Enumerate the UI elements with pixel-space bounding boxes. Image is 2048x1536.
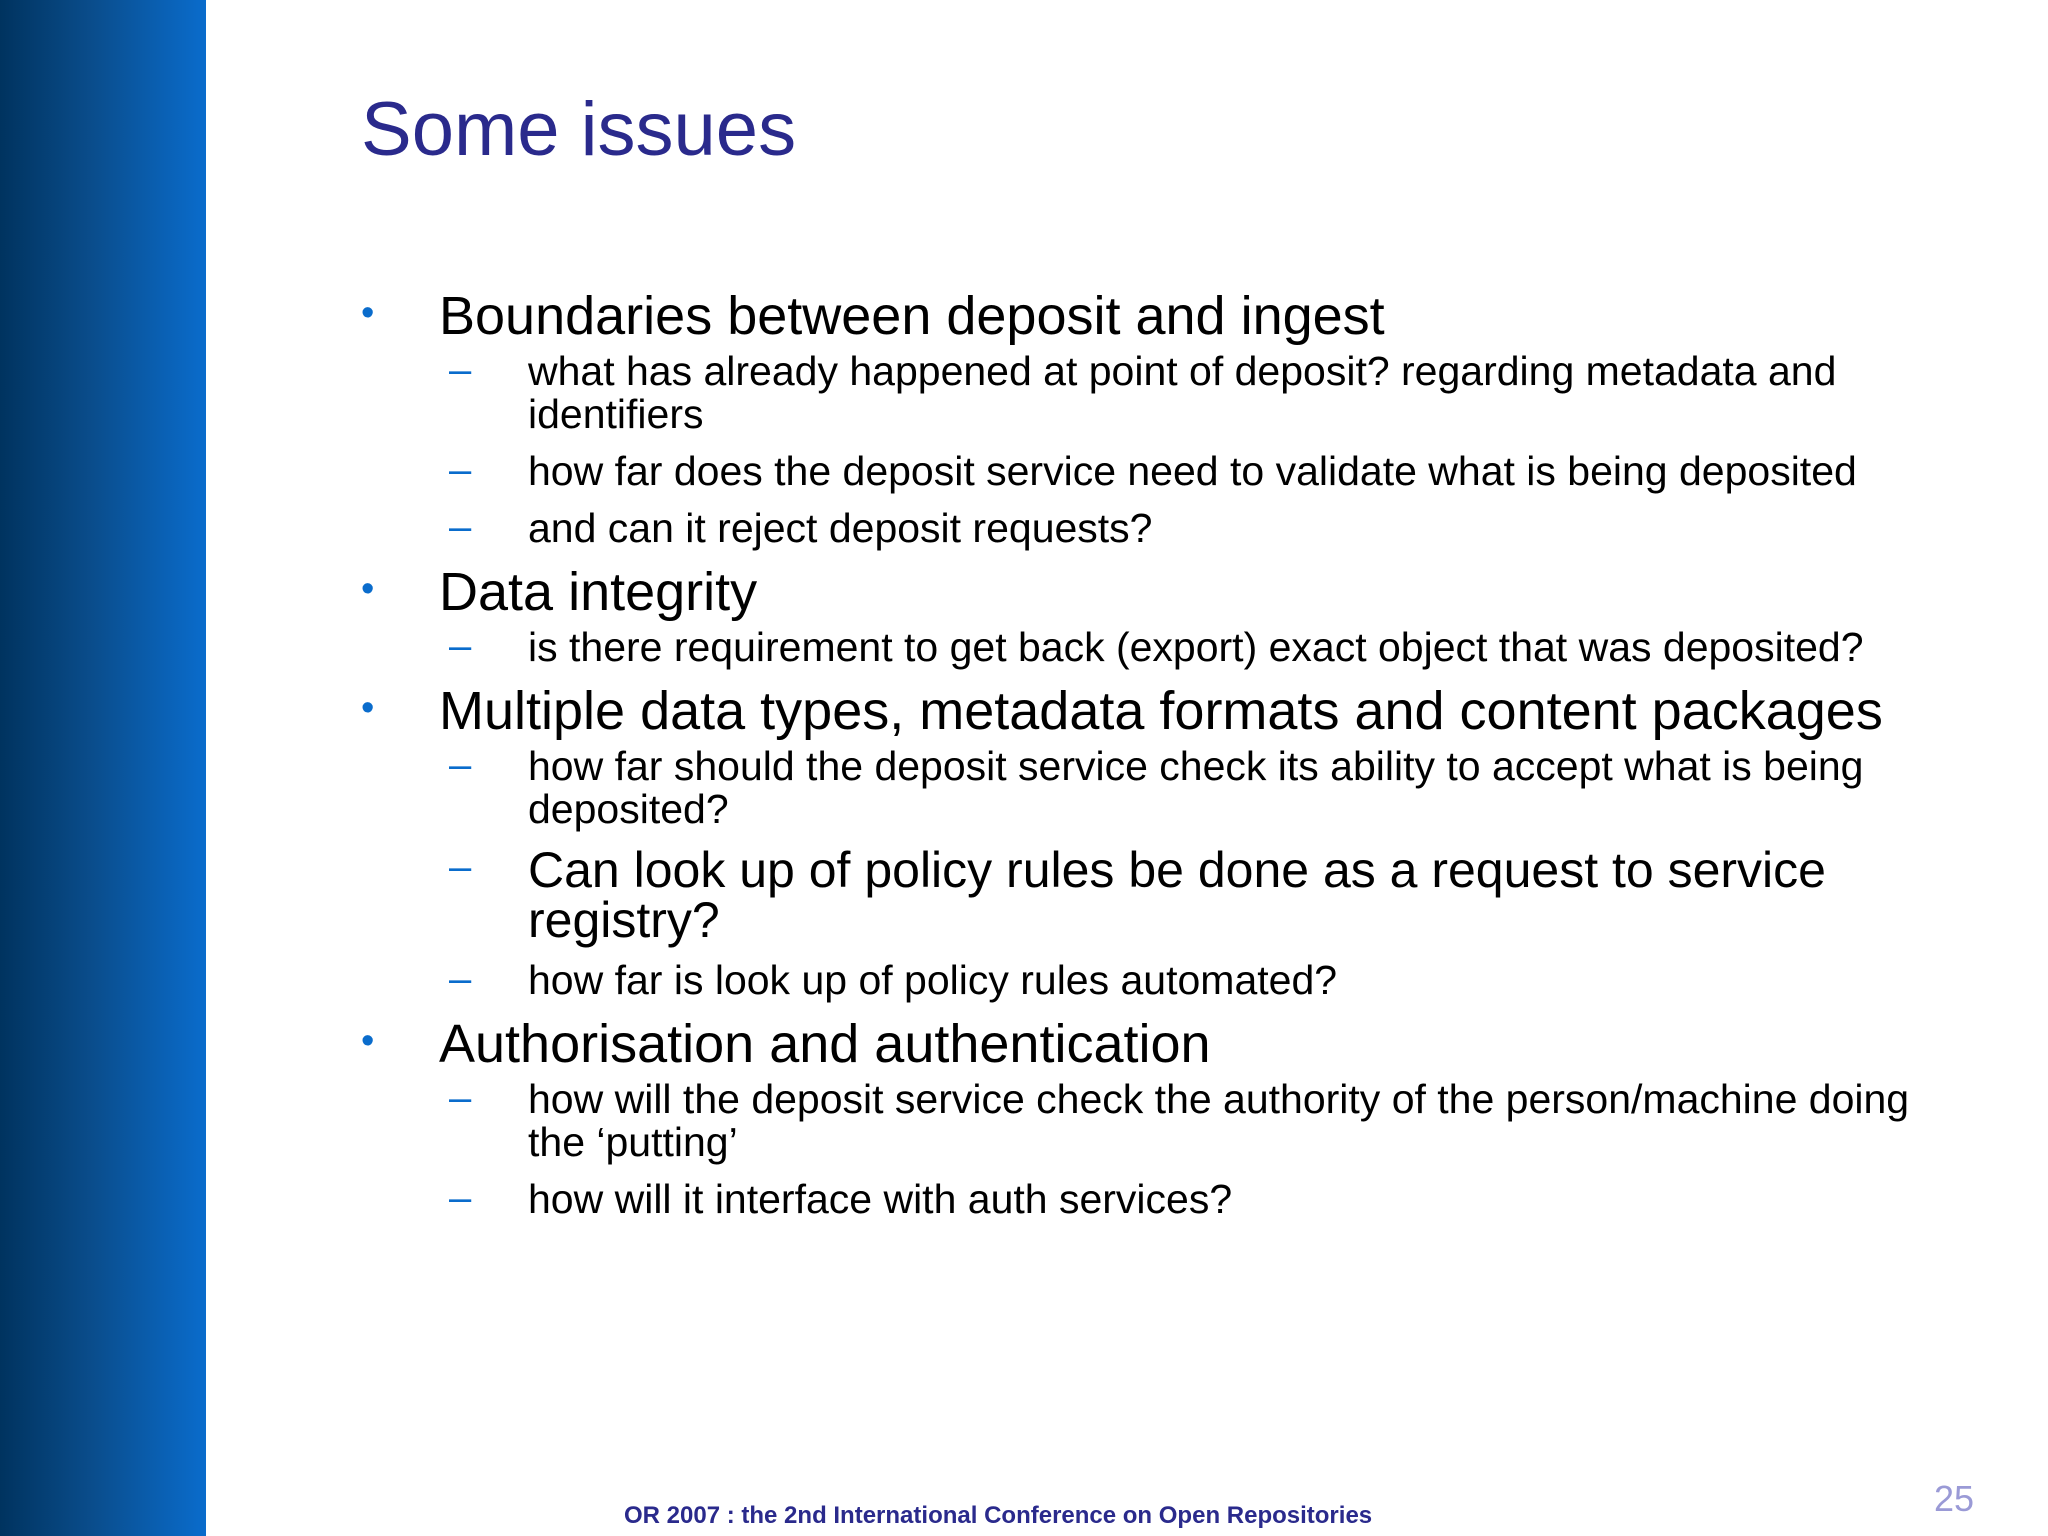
sub-item: [355, 1178, 1915, 1221]
dash-icon: –: [449, 448, 472, 492]
sub-text: how far is look up of policy rules automated?: [528, 957, 1338, 1003]
dash-icon: –: [449, 957, 472, 1001]
slide-title: Some issues: [361, 87, 797, 172]
bullet-item: [355, 683, 1915, 1002]
sub-list: [439, 350, 1915, 550]
bullet-icon: •: [361, 687, 375, 729]
bullet-icon: •: [361, 1020, 375, 1062]
sub-item: [355, 959, 1915, 1002]
footer-text: OR 2007 : the 2nd International Conference on Open Repositories: [624, 1502, 1373, 1529]
sub-text: how far does the deposit service need to validate what is being deposited: [528, 448, 1857, 494]
sub-item: [355, 745, 1915, 831]
sub-text: is there requirement to get back (export) exact object that was deposited?: [528, 624, 1864, 670]
bullet-text: Boundaries between deposit and ingest: [439, 286, 1385, 346]
dash-icon: –: [449, 505, 472, 549]
bullet-list: [355, 288, 1915, 1235]
dash-icon: –: [449, 624, 472, 668]
sub-text: what has already happened at point of deposit? regarding metadata and identifiers: [528, 348, 1837, 437]
sub-list: [439, 1078, 1915, 1221]
bullet-text: Multiple data types, metadata formats and content packages: [439, 681, 1883, 741]
sub-item: [355, 450, 1915, 493]
sub-item: [355, 507, 1915, 550]
bullet-text: Authorisation and authentication: [439, 1014, 1211, 1074]
dash-icon: –: [449, 1176, 472, 1220]
sub-item: [355, 1078, 1915, 1164]
dash-icon: –: [449, 743, 472, 787]
sub-text: how far should the deposit service check its ability to accept what is being deposited?: [528, 743, 1864, 832]
sub-item: [355, 626, 1915, 669]
sub-list: [439, 745, 1915, 1002]
sub-text: how will the deposit service check the authority of the person/machine doing the ‘putting’: [528, 1076, 1910, 1165]
sub-text: and can it reject deposit requests?: [528, 505, 1153, 551]
bullet-icon: •: [361, 292, 375, 334]
bullet-item: [355, 288, 1915, 550]
dash-icon: –: [449, 348, 472, 392]
bullet-item: [355, 564, 1915, 669]
dash-icon: –: [449, 845, 472, 889]
page-number: 25: [1934, 1478, 1975, 1519]
bullet-icon: •: [361, 568, 375, 610]
bullet-text: Data integrity: [439, 562, 758, 622]
side-band: [0, 0, 206, 1536]
bullet-item: [355, 1016, 1915, 1221]
sub-list: [439, 626, 1915, 669]
sub-text: Can look up of policy rules be done as a request to service registry?: [528, 842, 1826, 948]
sub-item: [355, 842, 1915, 948]
sub-item: [355, 350, 1915, 436]
dash-icon: –: [449, 1076, 472, 1120]
sub-text: how will it interface with auth services?: [528, 1176, 1233, 1222]
